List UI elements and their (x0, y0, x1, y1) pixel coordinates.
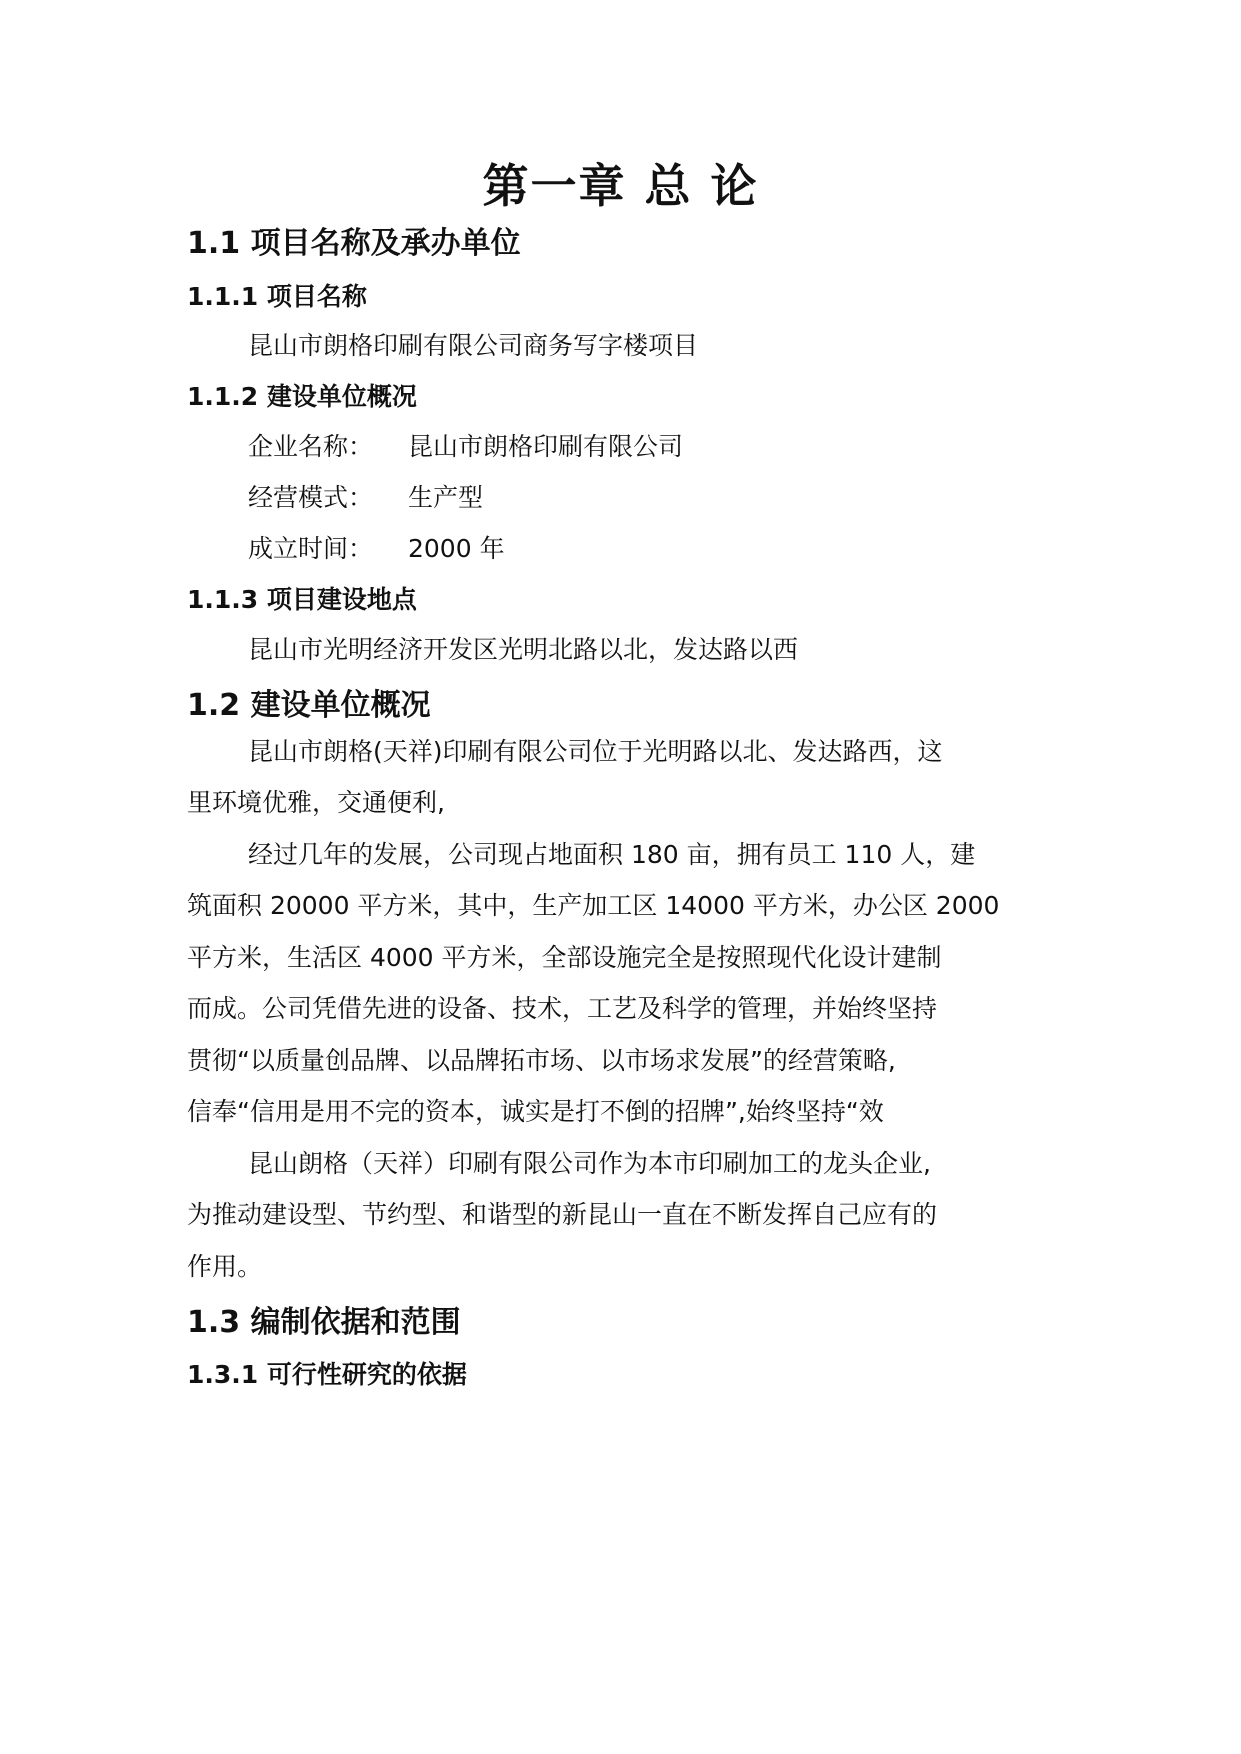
paragraph-line: 昆山朗格（天祥）印刷有限公司作为本市印刷加工的龙头企业, (248, 1149, 931, 1178)
section-heading-1-3: 1.3 编制依据和范围 (187, 1305, 461, 1340)
project-name-text: 昆山市朗格印刷有限公司商务写字楼项目 (248, 331, 699, 360)
field-value: 2000 年 (408, 534, 505, 563)
paragraph-line: 作用。 (187, 1252, 263, 1281)
paragraph-line: 经过几年的发展，公司现占地面积 180 亩，拥有员工 110 人，建 (248, 840, 976, 869)
location-text: 昆山市光明经济开发区光明北路以北，发达路以西 (248, 635, 799, 664)
field-label: 经营模式： (248, 483, 374, 512)
paragraph-line: 筑面积 20000 平方米，其中，生产加工区 14000 平方米，办公区 2000 (187, 891, 1000, 920)
paragraph-line: 为推动建设型、节约型、和谐型的新昆山一直在不断发挥自己应有的 (187, 1200, 938, 1229)
paragraph-line: 昆山市朗格(天祥)印刷有限公司位于光明路以北、发达路西，这 (248, 737, 943, 766)
subsection-heading-1-3-1: 1.3.1 可行性研究的依据 (187, 1360, 467, 1389)
field-company-name (248, 427, 684, 463)
field-value: 昆山市朗格印刷有限公司 (408, 432, 684, 461)
field-value: 生产型 (408, 483, 484, 512)
field-label: 成立时间： (248, 534, 374, 563)
subsection-heading-1-1-3: 1.1.3 项目建设地点 (187, 585, 417, 614)
field-label: 企业名称： (248, 432, 374, 461)
field-founded (248, 529, 505, 565)
section-heading-1-2: 1.2 建设单位概况 (187, 688, 431, 723)
paragraph-line: 里环境优雅，交通便利, (187, 788, 445, 817)
chapter-title: 第一章 总 论 (482, 159, 759, 213)
subsection-heading-1-1-2: 1.1.2 建设单位概况 (187, 382, 417, 411)
paragraph-line: 而成。公司凭借先进的设备、技术，工艺及科学的管理，并始终坚持 (187, 994, 938, 1023)
paragraph-line: 信奉“信用是用不完的资本，诚实是打不倒的招牌”,始终坚持“效 (187, 1097, 884, 1126)
field-business-model (248, 478, 484, 514)
subsection-heading-1-1-1: 1.1.1 项目名称 (187, 282, 367, 311)
paragraph-line: 平方米，生活区 4000 平方米，全部设施完全是按照现代化设计建制 (187, 943, 942, 972)
paragraph-line: 贯彻“以质量创品牌、以品牌拓市场、以市场求发展”的经营策略, (187, 1046, 896, 1075)
section-heading-1-1: 1.1 项目名称及承办单位 (187, 226, 521, 261)
